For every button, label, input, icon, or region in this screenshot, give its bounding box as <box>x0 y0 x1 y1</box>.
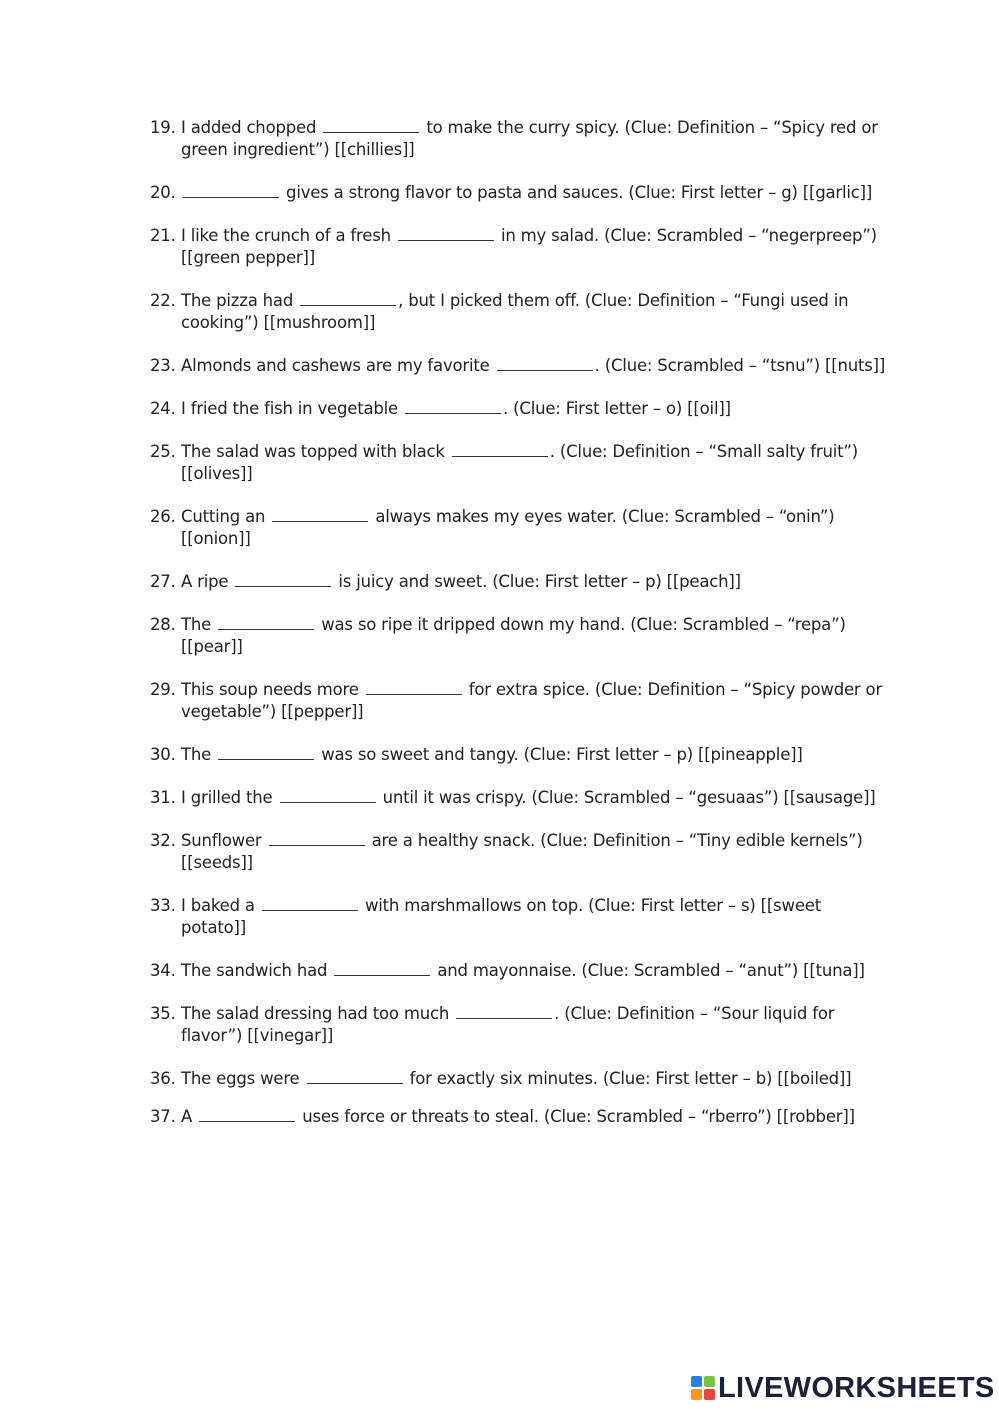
answer-blank[interactable] <box>218 614 314 630</box>
answer-blank[interactable] <box>272 506 368 522</box>
liveworksheets-logo-icon <box>690 1375 716 1401</box>
question-text-after-blank: and mayonnaise. (Clue: Scrambled – “anut”) [[tuna]] <box>437 961 865 980</box>
question-text-before-blank: The pizza had <box>181 291 294 310</box>
question-text <box>181 441 890 485</box>
question-number: 23. <box>150 356 176 375</box>
question-item <box>150 571 890 593</box>
question-text <box>181 117 890 161</box>
question-item <box>150 1068 890 1090</box>
answer-blank[interactable] <box>366 679 462 695</box>
question-text-after-blank: was so ripe it dripped down my hand. (Clue: Scrambled – “repa”) [[pear]] <box>181 615 846 656</box>
logo-square-blue <box>691 1376 702 1387</box>
question-text-after-blank: gives a strong flavor to pasta and sauces. (Clue: First letter – g) [[garlic]] <box>286 183 873 202</box>
answer-blank[interactable] <box>262 895 358 911</box>
answer-blank[interactable] <box>218 744 314 760</box>
liveworksheets-logo[interactable] <box>690 1371 995 1405</box>
question-item <box>150 830 890 874</box>
question-text-before-blank: The <box>181 745 212 764</box>
question-text-after-blank: are a healthy snack. (Clue: Definition – “Tiny edible kernels”) [[seeds]] <box>181 831 863 872</box>
question-number: 30. <box>150 745 176 764</box>
question-text-after-blank: was so sweet and tangy. (Clue: First letter – p) [[pineapple]] <box>321 745 803 764</box>
question-text-before-blank: The salad was topped with black <box>181 442 445 461</box>
question-text-after-blank: with marshmallows on top. (Clue: First letter – s) [[sweet potato]] <box>181 896 822 937</box>
question-text-after-blank: . (Clue: Scrambled – “tsnu”) [[nuts]] <box>594 356 886 375</box>
answer-blank[interactable] <box>398 225 494 241</box>
question-item <box>150 441 890 485</box>
answer-blank[interactable] <box>334 960 430 976</box>
question-text <box>181 571 890 593</box>
question-item <box>150 744 890 766</box>
answer-blank[interactable] <box>497 355 593 371</box>
question-item <box>150 1003 890 1047</box>
question-text-before-blank: I added chopped <box>181 118 317 137</box>
question-text-before-blank: I baked a <box>181 896 255 915</box>
question-number: 24. <box>150 399 176 418</box>
question-text-before-blank: Sunflower <box>181 831 262 850</box>
question-number: 32. <box>150 831 176 850</box>
question-text-before-blank: Cutting an <box>181 507 266 526</box>
question-number: 28. <box>150 615 176 634</box>
question-number: 36. <box>150 1069 176 1088</box>
question-text <box>181 182 890 204</box>
question-text <box>181 895 890 939</box>
question-item <box>150 117 890 161</box>
question-item <box>150 787 890 809</box>
question-text-after-blank: . (Clue: Definition – “Sour liquid for flavor”) [[vinegar]] <box>181 1004 835 1045</box>
logo-square-green <box>704 1376 715 1387</box>
question-number: 35. <box>150 1004 176 1023</box>
question-text-after-blank: until it was crispy. (Clue: Scrambled – “gesuaas”) [[sausage]] <box>382 788 876 807</box>
question-text-before-blank: I like the crunch of a fresh <box>181 226 391 245</box>
question-text <box>181 1068 890 1090</box>
question-text <box>181 1106 890 1128</box>
question-number: 31. <box>150 788 176 807</box>
question-item <box>150 355 890 377</box>
question-text-after-blank: always makes my eyes water. (Clue: Scrambled – “onin”) [[onion]] <box>181 507 835 548</box>
question-item <box>150 506 890 550</box>
question-text-before-blank: A <box>181 1107 193 1126</box>
logo-square-orange <box>691 1389 702 1400</box>
question-text <box>181 290 890 334</box>
answer-blank[interactable] <box>269 830 365 846</box>
question-number: 37. <box>150 1107 176 1126</box>
question-text-after-blank: for extra spice. (Clue: Definition – “Spicy powder or vegetable”) [[pepper]] <box>181 680 883 721</box>
answer-blank[interactable] <box>199 1106 295 1122</box>
question-text-before-blank: The <box>181 615 212 634</box>
question-item <box>150 679 890 723</box>
question-number: 21. <box>150 226 176 245</box>
question-text <box>181 355 890 377</box>
question-text-after-blank: to make the curry spicy. (Clue: Definition – “Spicy red or green ingredient”) [[chillies]] <box>181 118 878 159</box>
question-text <box>181 679 890 723</box>
question-text-before-blank: The salad dressing had too much <box>181 1004 450 1023</box>
question-text-before-blank: I grilled the <box>181 788 273 807</box>
answer-blank[interactable] <box>405 398 501 414</box>
question-text <box>181 960 890 982</box>
question-number: 22. <box>150 291 176 310</box>
question-text <box>181 614 890 658</box>
answer-blank[interactable] <box>183 182 279 198</box>
question-item <box>150 398 890 420</box>
brand-name: LIVEWORKSHEETS <box>718 1371 995 1404</box>
question-text <box>181 1003 890 1047</box>
question-number: 25. <box>150 442 176 461</box>
question-number: 29. <box>150 680 176 699</box>
question-text-before-blank: This soup needs more <box>181 680 359 699</box>
logo-square-red <box>704 1389 715 1400</box>
question-text <box>181 830 890 874</box>
question-item <box>150 960 890 982</box>
question-text <box>181 398 890 420</box>
question-number: 26. <box>150 507 176 526</box>
question-text-after-blank: . (Clue: Definition – “Small salty fruit”) [[olives]] <box>181 442 858 483</box>
answer-blank[interactable] <box>452 441 548 457</box>
question-text-before-blank: Almonds and cashews are my favorite <box>181 356 490 375</box>
question-text-before-blank: The eggs were <box>181 1069 300 1088</box>
question-number: 34. <box>150 961 176 980</box>
question-text <box>181 787 890 809</box>
question-text-after-blank: is juicy and sweet. (Clue: First letter – p) [[peach]] <box>338 572 741 591</box>
question-number: 19. <box>150 118 176 137</box>
question-item <box>150 290 890 334</box>
question-number: 20. <box>150 183 176 202</box>
question-text <box>181 225 890 269</box>
question-text <box>181 744 890 766</box>
question-item <box>150 1106 890 1128</box>
question-item <box>150 182 890 204</box>
question-text-after-blank: in my salad. (Clue: Scrambled – “negerpreep”) [[green pepper]] <box>181 226 877 267</box>
worksheet-question-list <box>150 117 890 1128</box>
question-text-after-blank: for exactly six minutes. (Clue: First letter – b) [[boiled]] <box>409 1069 852 1088</box>
question-text-before-blank: A ripe <box>181 572 229 591</box>
answer-blank[interactable] <box>300 290 396 306</box>
question-number: 27. <box>150 572 176 591</box>
question-item <box>150 614 890 658</box>
question-text-after-blank: , but I picked them off. (Clue: Definition – “Fungi used in cooking”) [[mushroom]] <box>181 291 849 332</box>
answer-blank[interactable] <box>323 117 419 133</box>
answer-blank[interactable] <box>235 571 331 587</box>
answer-blank[interactable] <box>456 1003 552 1019</box>
answer-blank[interactable] <box>307 1068 403 1084</box>
question-item <box>150 895 890 939</box>
question-text-after-blank: . (Clue: First letter – o) [[oil]] <box>503 399 731 418</box>
question-number: 33. <box>150 896 176 915</box>
question-text <box>181 506 890 550</box>
question-text-after-blank: uses force or threats to steal. (Clue: Scrambled – “rberro”) [[robber]] <box>302 1107 855 1126</box>
answer-blank[interactable] <box>280 787 376 803</box>
question-text-before-blank: I fried the fish in vegetable <box>181 399 398 418</box>
question-text-before-blank: The sandwich had <box>181 961 328 980</box>
question-item <box>150 225 890 269</box>
